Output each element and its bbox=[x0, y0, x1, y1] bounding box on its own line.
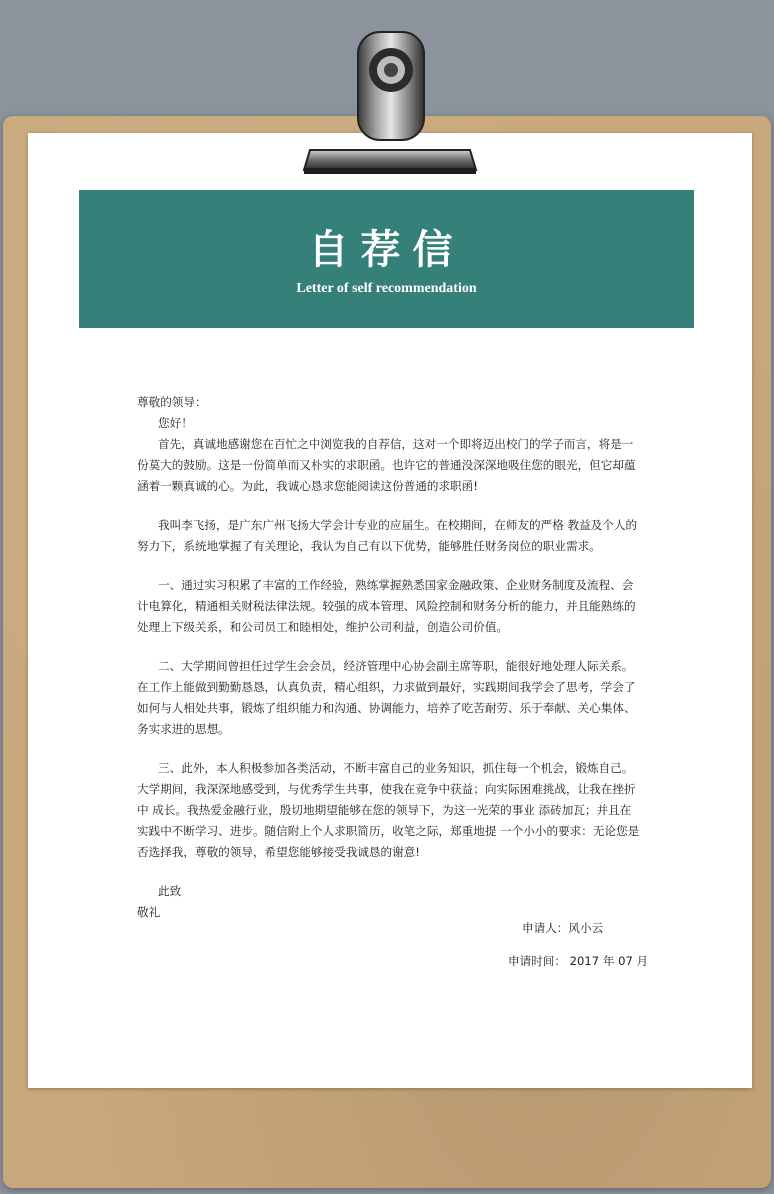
page-subtitle: Letter of self recommendation bbox=[296, 281, 477, 296]
letter-body bbox=[137, 392, 641, 923]
salutation: 尊敬的领导： bbox=[137, 395, 207, 409]
greeting: 您好！ bbox=[158, 416, 193, 430]
paragraph-background: 我叫李飞扬，是广东广州飞扬大学会计专业的应届生。在校期间，在师友的严格 教益及个人的努力下，系统地掌握了有关理论，我认为自己有以下优势，能够胜任财务岗位的职业需求。 bbox=[137, 518, 638, 553]
applicant-name: 申请人：风小云 bbox=[522, 921, 604, 935]
title-banner bbox=[79, 190, 694, 328]
application-date: 申请时间： 2017 年 07 月 bbox=[508, 954, 649, 968]
paragraph-intro: 首先，真诚地感谢您在百忙之中浏览我的自荐信，这对一个即将迈出校门的学子而言，将是一份莫大的鼓励。这是一份简单而又朴实的求职函。也许它的普通没深深地吸住您的眼光，但它却蕴涵着一颗真诚的心。为此，我诚心恳求您能阅读这份普通的求职函! bbox=[137, 437, 636, 493]
closing-line-2: 敬礼 bbox=[137, 905, 161, 919]
page-title: 自荐信 bbox=[308, 226, 465, 273]
paragraph-point-2: 二、大学期间曾担任过学生会会员，经济管理中心协会副主席等职，能很好地处理人际关系。在工作上能做到勤勤恳恳，认真负责，精心组织，力求做到最好，实践期间我学会了思考，学会了如何与人相处共事，锻炼了组织能力和沟通、协调能力，培养了吃苦耐劳、乐于奉献、关心集体、务实求进的思想。 bbox=[137, 659, 636, 736]
binder-clip-icon bbox=[300, 20, 480, 180]
closing-line-1: 此致 bbox=[158, 884, 182, 898]
paragraph-point-3: 三、此外，本人积极参加各类活动，不断丰富自己的业务知识，抓住每一个机会，锻炼自己。大学期间，我深深地感受到，与优秀学生共事，使我在竞争中获益；向实际困难挑战，让我在挫折中 成长。我热爱金融行业，殷切地期望能够在您的领导下，为这一光荣的事业 添砖加瓦；并且在实践中不断学习、进步。随信附上个人求职简历，收笔之际，郑重地提 一个小小的要求：无论您是否选择我，尊敬的领导，希望您能够接受我诚恳的谢意! bbox=[137, 761, 640, 859]
paragraph-point-1: 一、通过实习积累了丰富的工作经验，熟练掌握熟悉国家金融政策、企业财务制度及流程、会计电算化，精通相关财税法律法规。较强的成本管理、风险控制和财务分析的能力，并且能熟练的处理上下级关系，和公司员工和睦相处，维护公司利益，创造公司价值。 bbox=[137, 578, 636, 634]
